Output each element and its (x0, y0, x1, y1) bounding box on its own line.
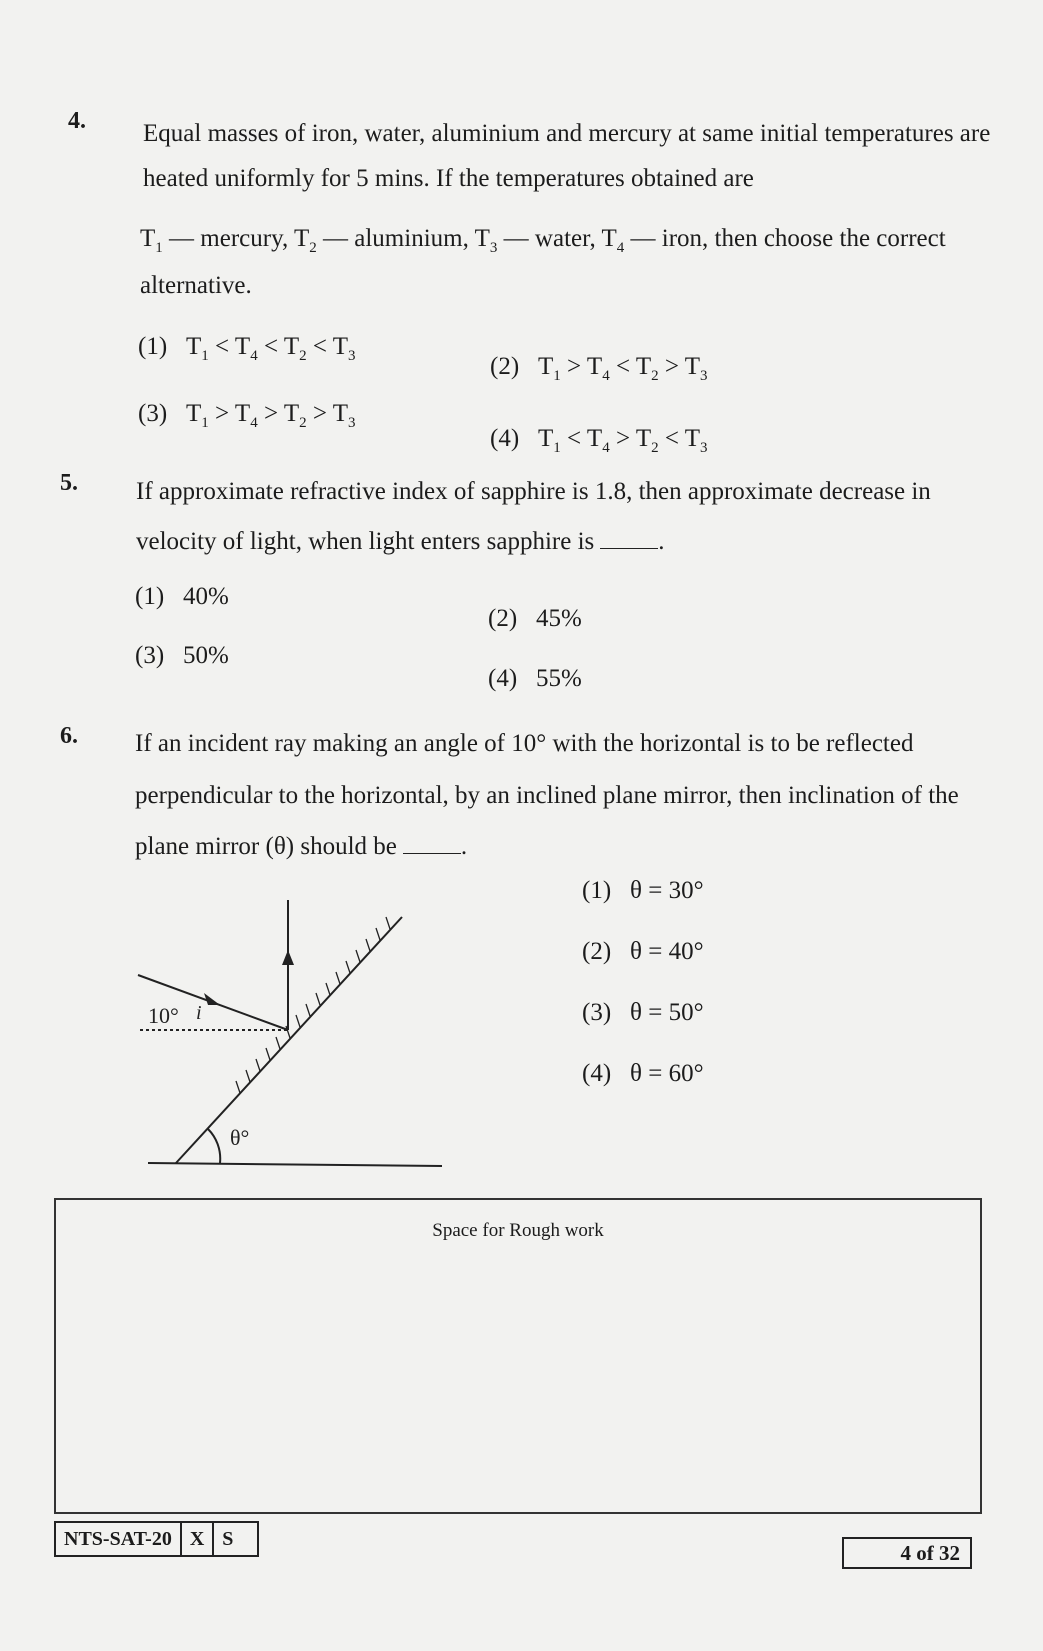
class-code: X (182, 1523, 214, 1555)
page-number: 4 of 32 (842, 1537, 972, 1569)
state-code: S (222, 1527, 234, 1550)
q4-number: 4. (68, 108, 86, 134)
paper-code-box (54, 1521, 259, 1557)
q5-text-line2: velocity of light, when light enters sapphire is . (136, 528, 665, 555)
rough-work-box (54, 1198, 982, 1514)
mirror-diagram (130, 895, 470, 1190)
q6-answer-blank (403, 853, 461, 854)
q4-text-line2: heated uniformly for 5 mins. If the temperatures obtained are (143, 165, 754, 192)
q4-option-4[interactable]: (4) $T_1 < T_4 > T_2 < T_3$ (490, 425, 708, 456)
q6-option-2[interactable]: (2) θ = 40° (582, 938, 704, 965)
incident-ray-arrow (204, 993, 220, 1005)
q5-option-2[interactable]: (2) 45% (488, 605, 582, 632)
q6-option-1[interactable]: (1) θ = 30° (582, 877, 704, 904)
q5-option-1[interactable]: (1) 40% (135, 583, 229, 610)
q6-option-4[interactable]: (4) θ = 60° (582, 1060, 704, 1087)
q5-answer-blank (600, 548, 658, 549)
q5-number: 5. (60, 470, 78, 496)
q4-option-1[interactable]: (1) $T_1 < T_4 < T_2 < T_3$ (138, 333, 356, 364)
mirror-hatching (236, 917, 390, 1093)
reflected-ray-arrow (282, 950, 294, 965)
q4-text-line1: Equal masses of iron, water, aluminium and mercury at same initial temperatures are (143, 120, 991, 147)
q4-text-line4: alternative. (140, 272, 252, 299)
ground-line (148, 1163, 442, 1166)
angle-label-10: 10° (148, 1003, 179, 1028)
theta-label: θ° (230, 1125, 250, 1150)
q5-option-3[interactable]: (3) 50% (135, 642, 229, 669)
q6-text-line1: If an incident ray making an angle of 10° with the horizontal is to be reflected (135, 730, 914, 757)
q6-text-line2: perpendicular to the horizontal, by an inclined plane mirror, then inclination of the (135, 782, 959, 809)
q6-text-line3: plane mirror (θ) should be . (135, 833, 468, 860)
q5-text-line1: If approximate refractive index of sapphire is 1.8, then approximate decrease in (136, 478, 931, 505)
q6-number: 6. (60, 723, 78, 749)
q6-option-3[interactable]: (3) θ = 50° (582, 999, 704, 1026)
ray-label-i: i (196, 1002, 202, 1024)
q5-option-4[interactable]: (4) 55% (488, 665, 582, 692)
q4-option-2[interactable]: (2) $T_1 > T_4 < T_2 > T_3$ (490, 353, 708, 384)
q4-text-line3: $T_1$ — mercury, $T_2$ — aluminium, $T_3$ — water, $T_4$ — iron, then choose the correct (140, 225, 946, 256)
rough-work-title: Space for Rough work (432, 1220, 604, 1241)
paper-code: NTS-SAT-20 (56, 1523, 182, 1555)
theta-arc (208, 1129, 220, 1163)
q4-option-3[interactable]: (3) $T_1 > T_4 > T_2 > T_3$ (138, 400, 356, 431)
